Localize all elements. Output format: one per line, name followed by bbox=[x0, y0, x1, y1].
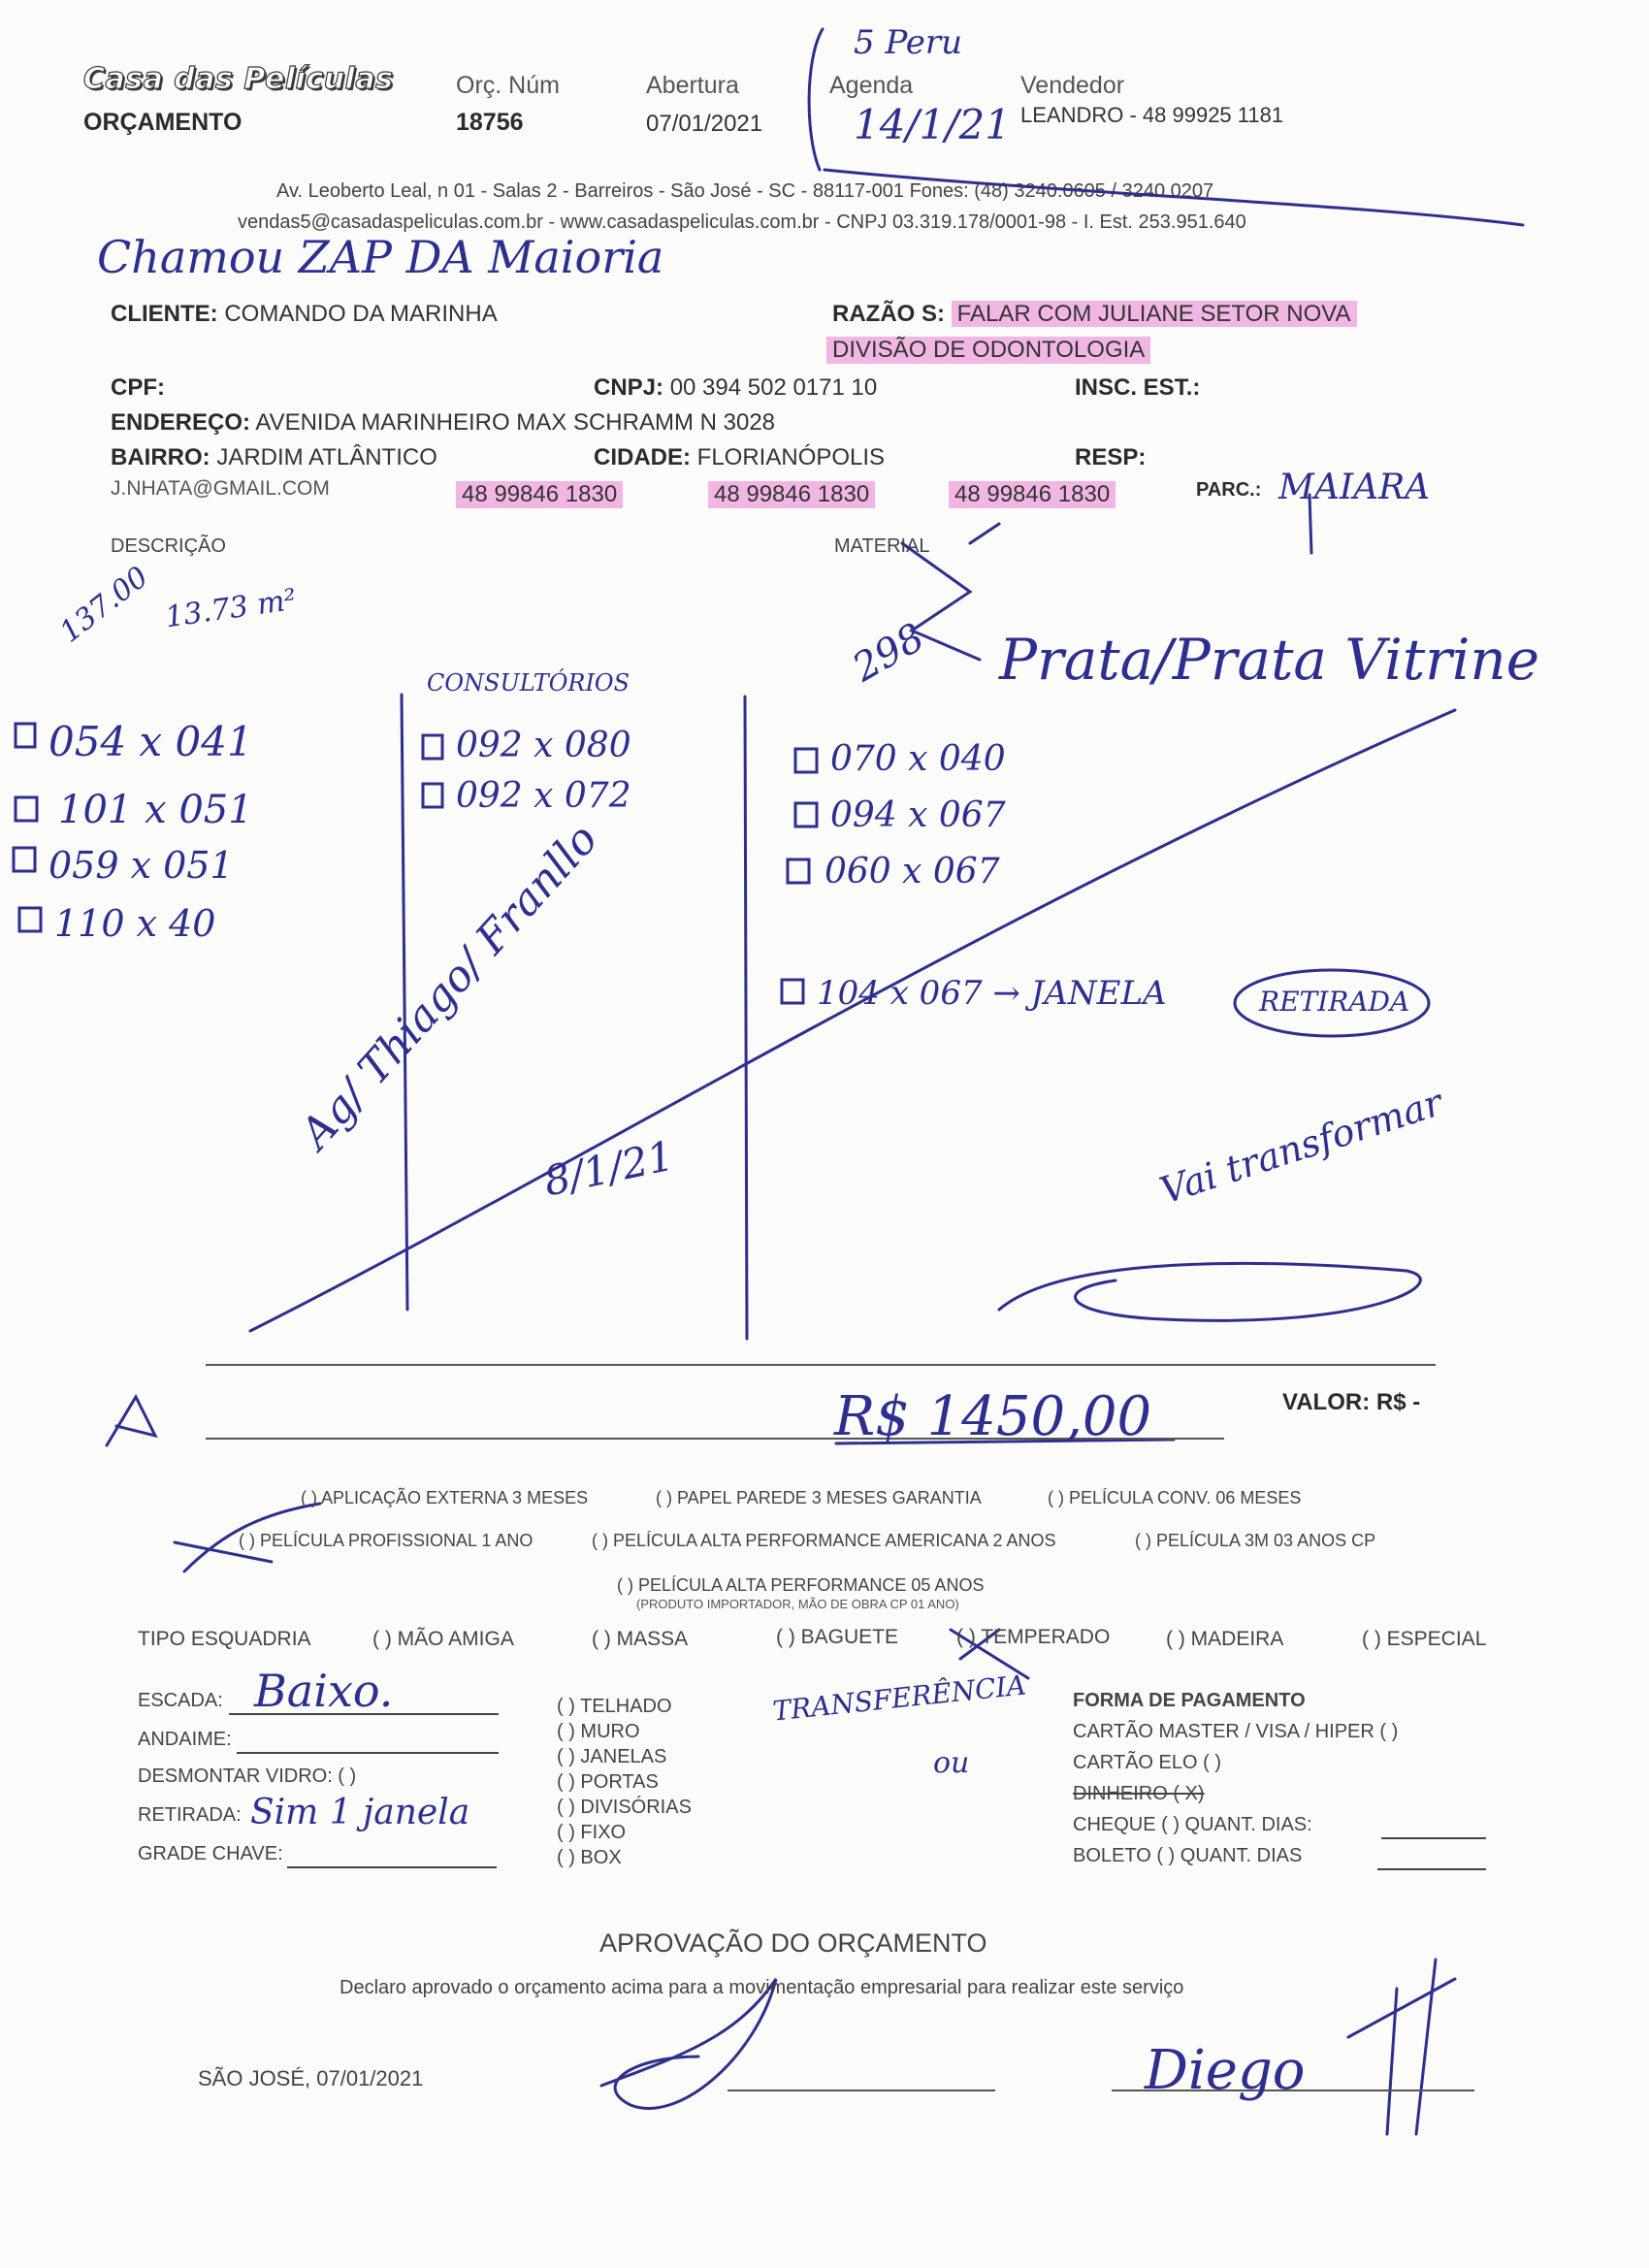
hand-retirada-circle: RETIRADA bbox=[1259, 986, 1410, 1018]
phone-2: 48 99846 1830 bbox=[708, 481, 875, 508]
esquadria-massa[interactable]: ( ) MASSA bbox=[592, 1628, 689, 1650]
option-pelicula-3m[interactable]: ( ) PELÍCULA 3M 03 ANOS CP bbox=[1135, 1531, 1376, 1550]
hand-col1-1: 054 x 041 bbox=[48, 718, 253, 765]
option-papel-parede[interactable]: ( ) PAPEL PAREDE 3 MESES GARANTIA bbox=[656, 1488, 982, 1507]
agenda-label: Agenda bbox=[829, 72, 914, 99]
grade-chave-field[interactable] bbox=[287, 1843, 497, 1868]
hand-col1-4: 110 x 40 bbox=[54, 902, 216, 945]
pagamento-elo[interactable]: CARTÃO ELO ( ) bbox=[1073, 1752, 1221, 1773]
hand-col1-2: 101 x 051 bbox=[58, 788, 253, 832]
hand-col3-1: 070 x 040 bbox=[830, 739, 1006, 779]
orc-num-value: 18756 bbox=[456, 109, 524, 136]
local-janelas[interactable]: ( ) JANELAS bbox=[557, 1746, 667, 1767]
endereco-label: ENDEREÇO: bbox=[111, 409, 251, 436]
place-date: SÃO JOSÉ, 07/01/2021 bbox=[198, 2066, 424, 2090]
esquadria-madeira[interactable]: ( ) MADEIRA bbox=[1166, 1628, 1284, 1650]
pagamento-dinheiro[interactable]: DINHEIRO ( X) bbox=[1073, 1783, 1205, 1804]
description-line-1 bbox=[206, 1364, 1436, 1366]
local-telhado[interactable]: ( ) TELHADO bbox=[557, 1696, 672, 1717]
escada-label: ESCADA: bbox=[138, 1690, 223, 1711]
option-alta-performance-05[interactable]: ( ) PELÍCULA ALTA PERFORMANCE 05 ANOS bbox=[617, 1575, 985, 1595]
razao-value-1: FALAR COM JULIANE SETOR NOVA bbox=[952, 301, 1357, 327]
hand-diagonal-note: Ag/ Thiago/ Franllo bbox=[291, 814, 608, 1159]
resp-label: RESP: bbox=[1075, 444, 1147, 470]
option-aplicacao-externa[interactable]: ( ) APLICAÇÃO EXTERNA 3 MESES bbox=[301, 1488, 589, 1507]
local-muro[interactable]: ( ) MURO bbox=[557, 1721, 640, 1742]
client-signature-line[interactable] bbox=[728, 2090, 995, 2091]
hand-parc-name: MAIARA bbox=[1278, 468, 1431, 507]
cidade-label: CIDADE: bbox=[594, 444, 691, 470]
local-divisorias[interactable]: ( ) DIVISÓRIAS bbox=[557, 1797, 692, 1818]
pagamento-boleto[interactable]: BOLETO ( ) QUANT. DIAS bbox=[1073, 1845, 1303, 1866]
orc-num-label: Orç. Núm bbox=[456, 72, 560, 99]
boleto-dias-field[interactable] bbox=[1377, 1845, 1486, 1870]
hand-col3-3: 060 x 067 bbox=[824, 852, 1000, 891]
insc-label: INSC. EST.: bbox=[1075, 374, 1201, 401]
hand-consultorios: CONSULTÓRIOS bbox=[427, 669, 630, 697]
bairro-label: BAIRRO: bbox=[111, 444, 210, 470]
cliente-label: CLIENTE: bbox=[111, 301, 218, 327]
hand-col2-2: 092 x 072 bbox=[456, 776, 631, 816]
hand-transferencia: TRANSFERÊNCIA bbox=[770, 1669, 1028, 1728]
esquadria-mao-amiga[interactable]: ( ) MÃO AMIGA bbox=[372, 1628, 514, 1650]
hand-retirada: Sim 1 janela bbox=[250, 1793, 470, 1832]
local-box[interactable]: ( ) BOX bbox=[557, 1847, 622, 1868]
cnpj-label: CNPJ: bbox=[594, 374, 664, 401]
endereco-value: AVENIDA MARINHEIRO MAX SCHRAMM N 3028 bbox=[255, 409, 776, 436]
hand-janela: 104 x 067 → JANELA bbox=[817, 974, 1167, 1013]
phone-1: 48 99846 1830 bbox=[456, 481, 623, 508]
andaime-field[interactable] bbox=[237, 1729, 499, 1754]
option-alta-performance-americana[interactable]: ( ) PELÍCULA ALTA PERFORMANCE AMERICANA 2 ANOS bbox=[592, 1531, 1056, 1550]
descricao-label: DESCRIÇÃO bbox=[111, 535, 226, 557]
hand-diagonal-date: 8/1/21 bbox=[539, 1131, 678, 1206]
hand-vai-transformar: Vai transformar bbox=[1154, 1081, 1448, 1213]
desmontar-label[interactable]: DESMONTAR VIDRO: ( ) bbox=[138, 1766, 357, 1787]
company-logo: Casa das Películas bbox=[83, 62, 394, 96]
cheque-dias-field[interactable] bbox=[1381, 1814, 1486, 1839]
esquadria-temperado[interactable]: ( ) TEMPERADO bbox=[956, 1626, 1111, 1648]
material-label: MATERIAL bbox=[834, 535, 930, 557]
contact-line: vendas5@casadaspeliculas.com.br - www.casadaspeliculas.com.br - CNPJ 03.319.178/0001-98 - I. Est. 253.951.640 bbox=[238, 211, 1246, 233]
cliente-value: COMANDO DA MARINHA bbox=[224, 301, 498, 327]
grade-chave-label: GRADE CHAVE: bbox=[138, 1843, 283, 1864]
hand-material-code: 298 bbox=[845, 614, 932, 692]
cnpj-value: 00 394 502 0171 10 bbox=[669, 374, 878, 401]
esquadria-baguete[interactable]: ( ) BAGUETE bbox=[776, 1626, 899, 1648]
hand-col1-3: 059 x 051 bbox=[48, 844, 234, 887]
hand-material-note: Prata/Prata Vitrine bbox=[999, 627, 1540, 693]
abertura-label: Abertura bbox=[646, 72, 739, 99]
hand-agenda-top: 5 Peru bbox=[854, 23, 963, 62]
option-pelicula-conv[interactable]: ( ) PELÍCULA CONV. 06 MESES bbox=[1048, 1488, 1302, 1507]
cpf-label: CPF: bbox=[111, 374, 165, 401]
approval-declaration: Declaro aprovado o orçamento acima para a movimentação empresarial para realizar este serviço bbox=[340, 1977, 1184, 1998]
razao-label: RAZÃO S: bbox=[832, 301, 945, 327]
valor-label: VALOR: R$ - bbox=[1282, 1389, 1421, 1415]
hand-agenda-date: 14/1/21 bbox=[854, 101, 1011, 148]
pagamento-master[interactable]: CARTÃO MASTER / VISA / HIPER ( ) bbox=[1073, 1721, 1399, 1742]
vendedor-value: LEANDRO - 48 99925 1181 bbox=[1020, 103, 1284, 127]
hand-escada: Baixo. bbox=[254, 1665, 394, 1717]
parc-label: PARC.: bbox=[1196, 479, 1262, 501]
bairro-value: JARDIM ATLÂNTICO bbox=[216, 444, 437, 470]
razao-value-2: DIVISÃO DE ODONTOLOGIA bbox=[826, 337, 1150, 364]
local-fixo[interactable]: ( ) FIXO bbox=[557, 1822, 627, 1843]
andaime-label: ANDAIME: bbox=[138, 1729, 232, 1750]
pagamento-title: FORMA DE PAGAMENTO bbox=[1073, 1690, 1306, 1711]
hand-col2-1: 092 x 080 bbox=[456, 726, 631, 765]
hand-col3-2: 094 x 067 bbox=[830, 795, 1006, 835]
hand-valor: R$ 1450,00 bbox=[834, 1385, 1152, 1448]
pagamento-cheque[interactable]: CHEQUE ( ) QUANT. DIAS: bbox=[1073, 1814, 1312, 1835]
esquadria-especial[interactable]: ( ) ESPECIAL bbox=[1362, 1628, 1487, 1650]
hand-ou: ou bbox=[933, 1746, 970, 1780]
retirada-label: RETIRADA: bbox=[138, 1804, 242, 1826]
esquadria-label: TIPO ESQUADRIA bbox=[138, 1628, 311, 1650]
hand-area-m2: 13.73 m² bbox=[163, 582, 299, 635]
email: J.NHATA@GMAIL.COM bbox=[111, 477, 330, 500]
document-type: ORÇAMENTO bbox=[83, 109, 242, 136]
hand-area-total: 137.00 bbox=[53, 560, 155, 650]
option-pelicula-profissional[interactable]: ( ) PELÍCULA PROFISSIONAL 1 ANO bbox=[239, 1531, 534, 1550]
hand-signature: Diego bbox=[1145, 2039, 1306, 2102]
hand-chamou: Chamou ZAP DA Maioria bbox=[97, 231, 664, 283]
approval-title: APROVAÇÃO DO ORÇAMENTO bbox=[599, 1928, 987, 1958]
vendedor-label: Vendedor bbox=[1020, 72, 1125, 99]
abertura-value: 07/01/2021 bbox=[646, 111, 763, 137]
address-line: Av. Leoberto Leal, n 01 - Salas 2 - Barreiros - São José - SC - 88117-001 Fones: (48) 3240.0605 / 3240.0207 bbox=[276, 180, 1214, 202]
local-portas[interactable]: ( ) PORTAS bbox=[557, 1771, 659, 1793]
phone-3: 48 99846 1830 bbox=[949, 481, 1116, 508]
option-alta-performance-note: (PRODUTO IMPORTADOR, MÃO DE OBRA CP 01 ANO) bbox=[636, 1597, 959, 1611]
cidade-value: FLORIANÓPOLIS bbox=[696, 444, 886, 470]
